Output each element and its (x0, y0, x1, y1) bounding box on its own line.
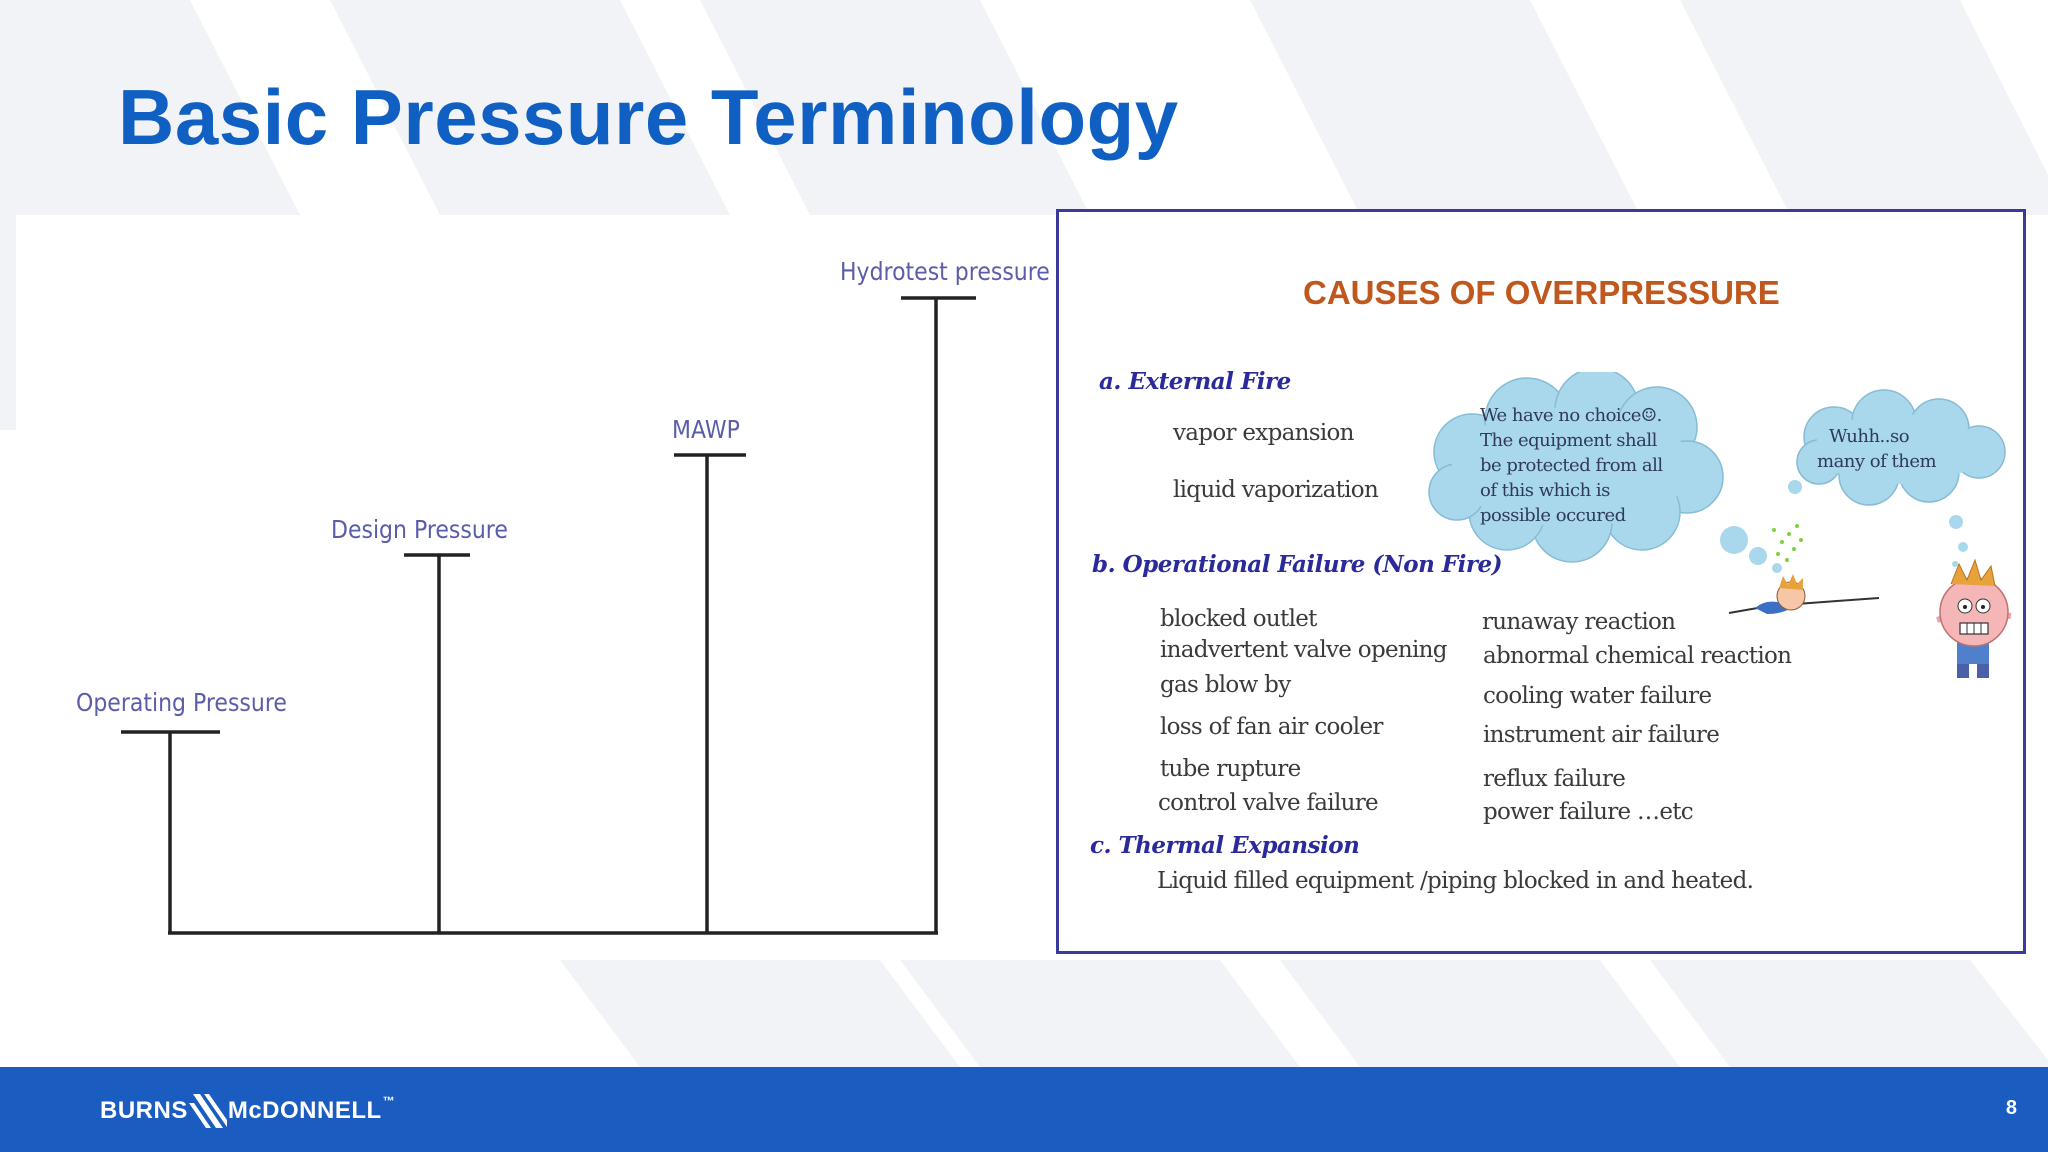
mawp-label: MAWP (672, 415, 740, 444)
list-item: instrument air failure (1483, 722, 1720, 748)
list-item: gas blow by (1160, 672, 1291, 698)
list-item: abnormal chemical reaction (1483, 643, 1792, 669)
bubble-left-line: We have no choice☺. (1480, 405, 1662, 426)
cartoon-figures-illustration (1719, 502, 2019, 702)
bubble-right-line: many of them (1817, 451, 1937, 472)
panel-title: CAUSES OF OVERPRESSURE (1303, 274, 1780, 311)
bubble-right-line: Wuhh..so (1829, 426, 1910, 447)
logo-text-left: BURNS (100, 1097, 188, 1124)
external-fire-heading: a. External Fire (1099, 368, 1291, 395)
footer-bar (0, 1067, 2048, 1152)
hydrotest-pressure-label: Hydrotest pressure (840, 257, 1050, 286)
logo-stripes-icon (189, 1094, 227, 1128)
company-logo (100, 1094, 395, 1128)
logo-trademark: ™ (382, 1094, 396, 1108)
thermal-expansion-text: Liquid filled equipment /piping blocked in and heated. (1157, 868, 1754, 894)
list-item: loss of fan air cooler (1160, 714, 1383, 740)
list-item: runaway reaction (1482, 609, 1676, 635)
design-pressure-label: Design Pressure (331, 515, 508, 544)
list-item: blocked outlet (1160, 606, 1317, 632)
list-item: cooling water failure (1483, 683, 1712, 709)
list-item: inadvertent valve opening (1160, 637, 1447, 663)
list-item: reflux failure (1483, 766, 1626, 792)
bubble-left-line: possible occured (1480, 505, 1626, 526)
list-item: power failure …etc (1483, 799, 1693, 825)
list-item: control valve failure (1158, 790, 1378, 816)
list-item: liquid vaporization (1173, 477, 1379, 503)
operating-pressure-label: Operating Pressure (76, 688, 287, 717)
pressure-levels-diagram (0, 0, 1060, 960)
bubble-left-line: of this which is (1480, 480, 1610, 501)
page-number: 8 (2005, 1097, 2017, 1119)
causes-of-overpressure-panel (1056, 209, 2026, 954)
logo-text-right: McDONNELL (227, 1097, 382, 1124)
operational-failure-heading: b. Operational Failure (Non Fire) (1092, 551, 1503, 578)
bubble-left-line: The equipment shall (1480, 430, 1657, 451)
list-item: tube rupture (1160, 756, 1301, 782)
bubble-left-line: be protected from all (1480, 455, 1663, 476)
thermal-expansion-heading: c. Thermal Expansion (1090, 832, 1360, 859)
slide-title: Basic Pressure Terminology (118, 73, 1179, 161)
list-item: vapor expansion (1173, 420, 1354, 446)
